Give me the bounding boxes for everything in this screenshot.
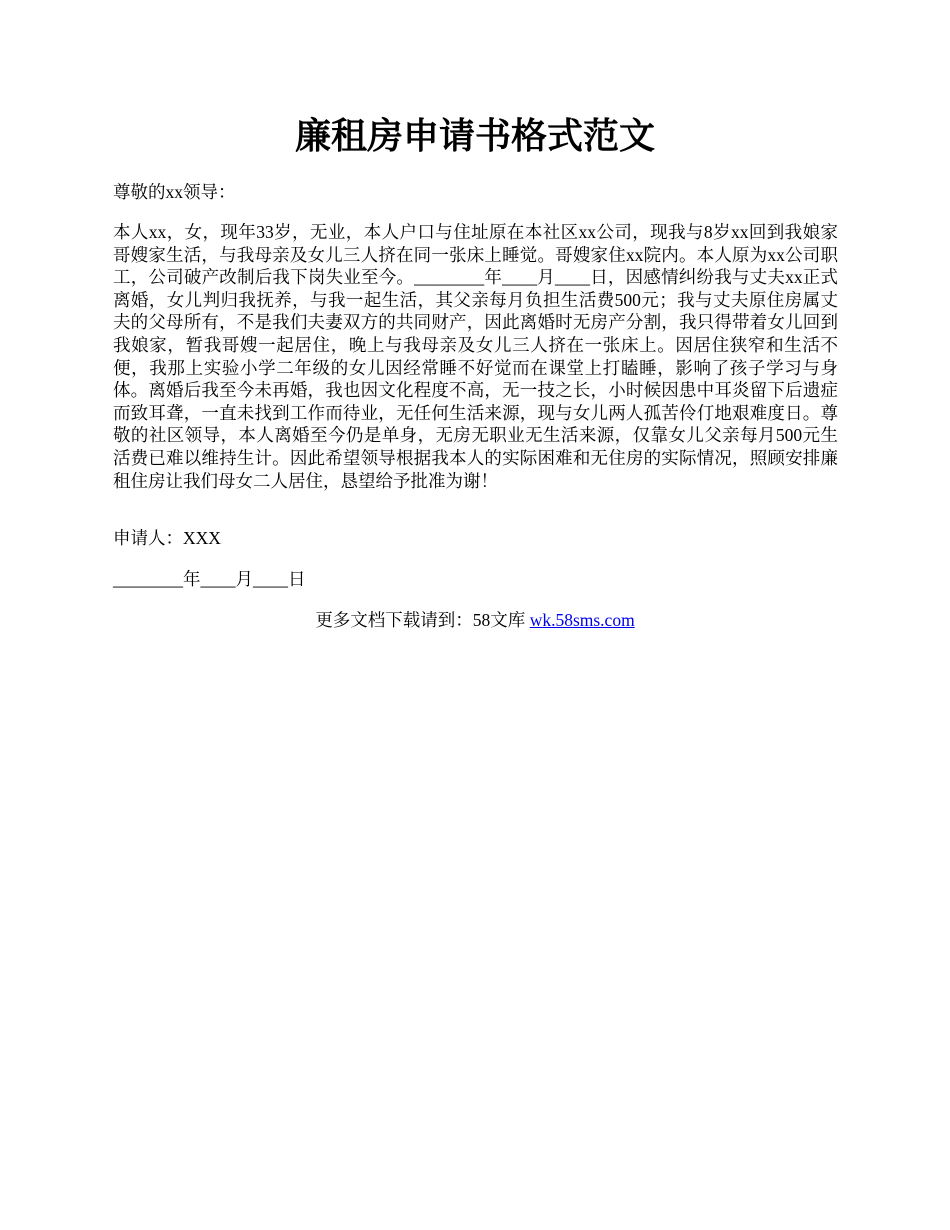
footer bbox=[0, 609, 950, 631]
date-line: ________年____月____日 bbox=[113, 569, 306, 589]
salutation: 尊敬的xx领导： bbox=[113, 182, 236, 202]
signer-line: 申请人：XXX bbox=[113, 528, 221, 548]
footer-link[interactable]: wk.58sms.com bbox=[529, 610, 635, 630]
body-paragraph: 本人xx，女，现年33岁，无业，本人户口与住址原在本社区xx公司，现我与8岁xx回到我娘家哥嫂家生活，与我母亲及女儿三人挤在同一张床上睡觉。哥嫂家住xx院内。本人原为xx公司职工，公司破产改制后我下岗失业至今。________年____月____日，因感情纠纷我与丈夫xx正式离婚，女儿判归我抚养，与我一起生活，其父亲每月负担生活费500元；我与丈夫原住房属丈夫的父母所有，不是我们夫妻双方的共同财产，因此离婚时无房产分割，我只得带着女儿回到我娘家，暂我哥嫂一起居住，晚上与我母亲及女儿三人挤在一张床上。因居住狭窄和生活不便，我那上实验小学二年级的女儿因经常睡不好觉而在课堂上打瞌睡，影响了孩子学习与身体。离婚后我至今未再婚，我也因文化程度不高，无一技之长，小时候因患中耳炎留下后遗症而致耳聋，一直未找到工作而待业，无任何生活来源，现与女儿两人孤苦伶仃地艰难度日。尊敬的社区领导，本人离婚至今仍是单身，无房无职业无生活来源，仅靠女儿父亲每月500元生活费已难以维持生计。因此希望领导根据我本人的实际困难和无住房的实际情况，照顾安排廉租住房让我们母女二人居住，恳望给予批准为谢！ bbox=[113, 222, 838, 491]
footer-text: 更多文档下载请到：58文库 bbox=[315, 610, 530, 630]
document-title: 廉租房申请书格式范文 bbox=[294, 116, 655, 156]
